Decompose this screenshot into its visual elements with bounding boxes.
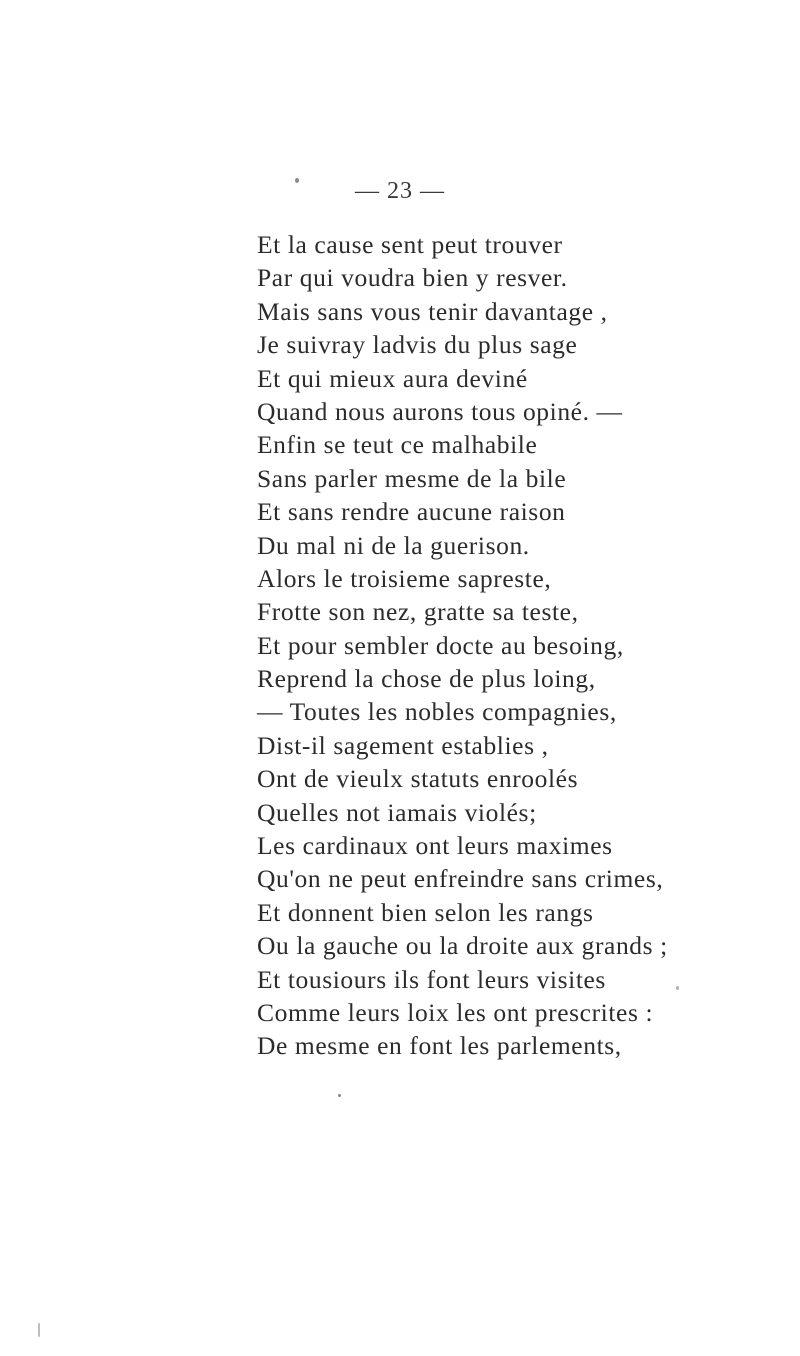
verse-line: Ont de vieulx statuts enroolés bbox=[257, 764, 579, 794]
page-number: — 23 — bbox=[355, 178, 445, 204]
verse-line: Et sans rendre aucune raison bbox=[257, 497, 566, 527]
verse-line: Dist-il sagement establies , bbox=[257, 730, 549, 760]
verse-line: Enfin se teut ce malhabile bbox=[257, 430, 538, 460]
verse-line: Du mal ni de la guerison. bbox=[257, 530, 530, 560]
verse-line: Et qui mieux aura deviné bbox=[257, 363, 528, 393]
verse-line: Reprend la chose de plus loing, bbox=[257, 664, 596, 694]
paper-speck bbox=[38, 1323, 40, 1337]
verse-line: Qu'on ne peut enfreindre sans crimes, bbox=[257, 864, 664, 894]
verse-line: — Toutes les nobles compagnies, bbox=[257, 697, 617, 727]
verse-line: Et donnent bien selon les rangs bbox=[257, 897, 594, 927]
verse-line: Sans parler mesme de la bile bbox=[257, 463, 567, 493]
verse-line: Comme leurs loix les ont prescrites : bbox=[257, 997, 654, 1027]
verse-line: Et la cause sent peut trouver bbox=[257, 230, 563, 259]
verse-line: De mesme en font les parlements, bbox=[257, 1031, 622, 1061]
paper-speck bbox=[676, 986, 679, 990]
verse-line: Ou la gauche ou la droite aux grands ; bbox=[257, 931, 668, 961]
paper-speck bbox=[295, 178, 299, 183]
poem-verses bbox=[257, 228, 668, 1063]
verse-line: Et pour sembler docte au besoing, bbox=[257, 630, 624, 660]
verse-line: Mais sans vous tenir davantage , bbox=[257, 296, 608, 326]
verse-line: Par qui voudra bien y resver. bbox=[257, 263, 568, 293]
verse-line: Quand nous aurons tous opiné. — bbox=[257, 396, 623, 426]
verse-line: Quelles not iamais violés; bbox=[257, 797, 537, 827]
verse-line: Je suivray ladvis du plus sage bbox=[257, 330, 578, 360]
verse-line: Alors le troisieme sapreste, bbox=[257, 563, 552, 593]
paper-speck bbox=[338, 1094, 341, 1097]
verse-line: Frotte son nez, gratte sa teste, bbox=[257, 597, 579, 627]
verse-line: Et tousiours ils font leurs visites bbox=[257, 964, 606, 994]
verse-line: Les cardinaux ont leurs maximes bbox=[257, 831, 613, 861]
